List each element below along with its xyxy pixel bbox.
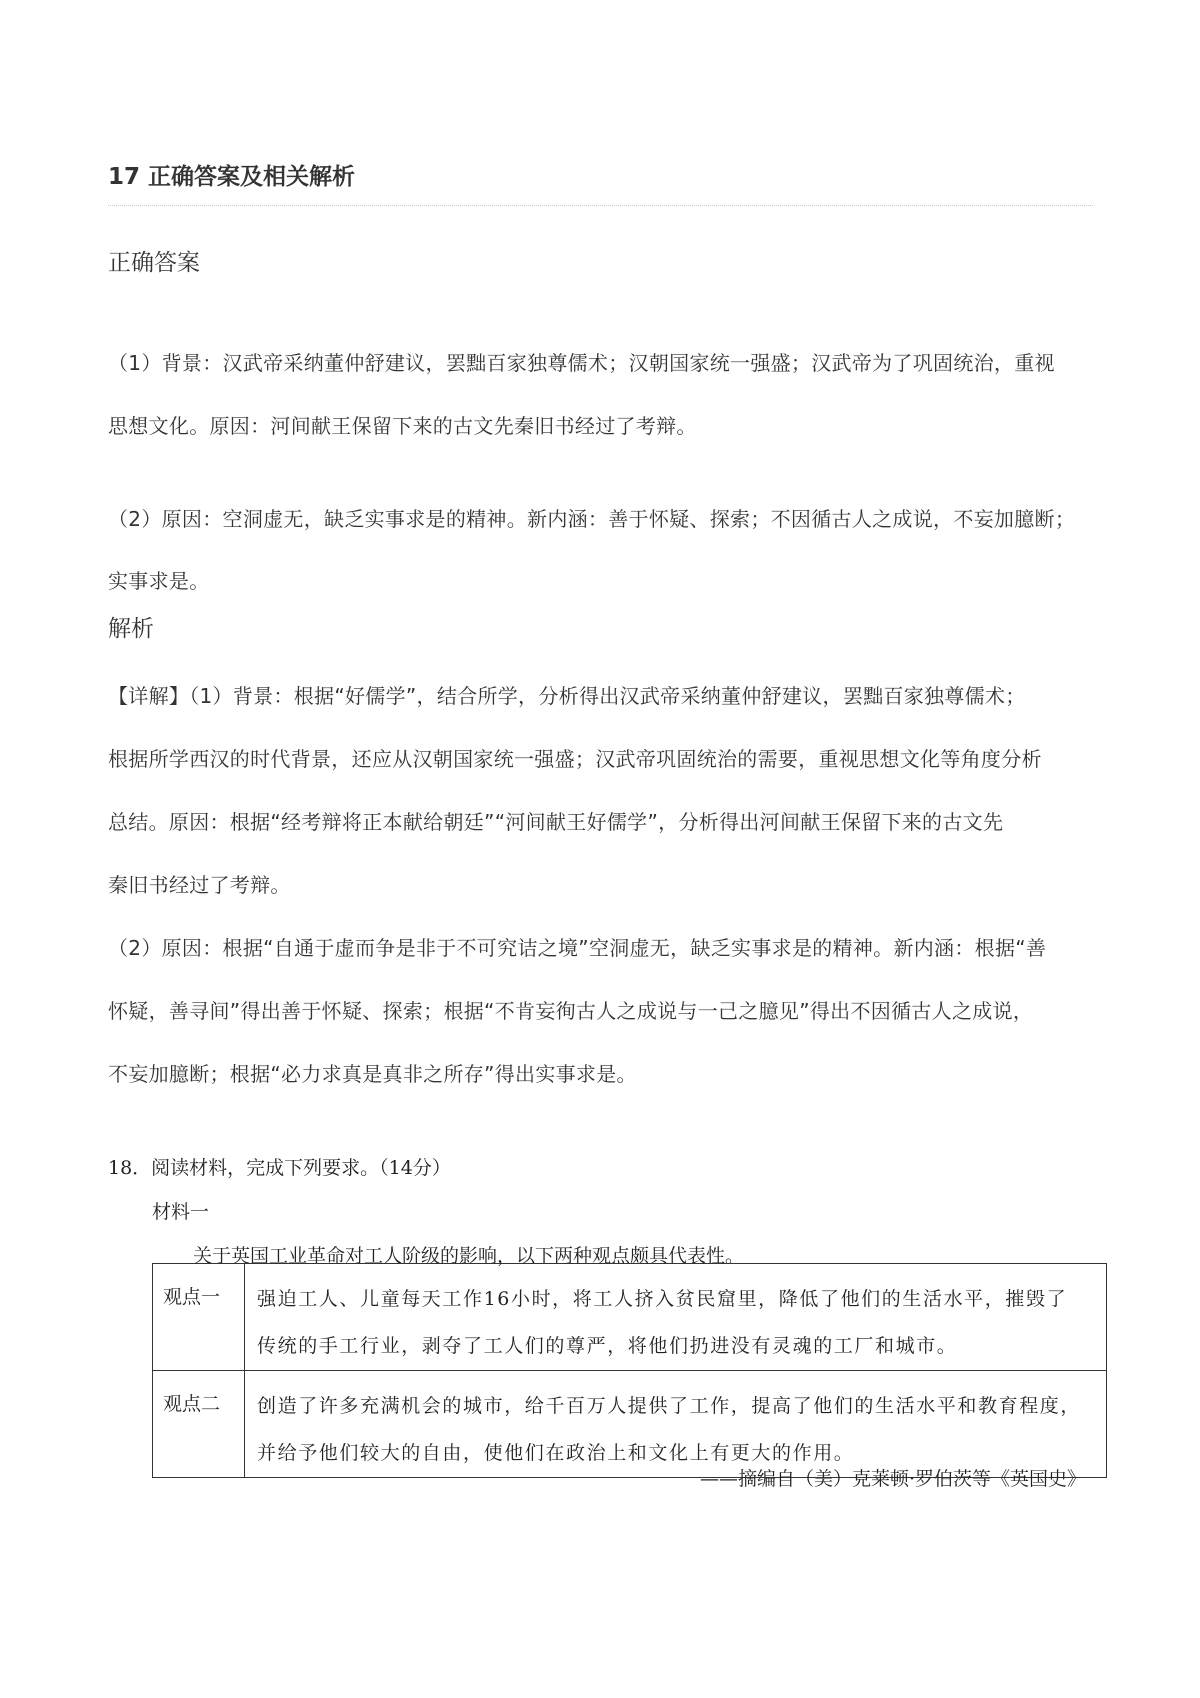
view-label: 观点二	[153, 1371, 245, 1478]
answer-heading: 正确答案	[108, 250, 200, 276]
analysis-line: 怀疑，善寻间”得出善于怀疑、探索；根据“不肯妄徇古人之成说与一己之臆见”得出不因循古人之成说，	[108, 999, 1034, 1023]
analysis-line: 不妄加臆断；根据“必力求真是真非之所存”得出实事求是。	[108, 1062, 637, 1086]
table-row	[153, 1371, 1107, 1478]
answer-line: 思想文化。原因：河间献王保留下来的古文先秦旧书经过了考辩。	[108, 414, 697, 438]
viewpoints-table	[152, 1263, 1107, 1478]
view-text	[245, 1371, 1107, 1478]
answer-line: （1）背景：汉武帝采纳董仲舒建议，罢黜百家独尊儒术；汉朝国家统一强盛；汉武帝为了巩固统治，重视	[108, 351, 1055, 375]
material-label: 材料一	[152, 1201, 210, 1223]
analysis-line: 秦旧书经过了考辩。	[108, 873, 291, 897]
view-text-line: 强迫工人、儿童每天工作16小时，将工人挤入贫民窟里，降低了他们的生活水平，摧毁了	[257, 1288, 1068, 1310]
analysis-line: 根据所学西汉的时代背景，还应从汉朝国家统一强盛；汉武帝巩固统治的需要，重视思想文化等角度分析	[108, 747, 1042, 771]
view-text-line: 传统的手工行业，剥夺了工人们的尊严，将他们扔进没有灵魂的工厂和城市。	[257, 1335, 958, 1357]
material-intro: 关于英国工业革命对工人阶级的影响，以下两种观点颇具代表性。	[193, 1245, 745, 1267]
view-text-line: 创造了许多充满机会的城市，给千百万人提供了工作，提高了他们的生活水平和教育程度，	[257, 1395, 1082, 1417]
q17-title: 17 正确答案及相关解析	[108, 164, 356, 190]
view-text	[245, 1264, 1107, 1371]
answer-line: 实事求是。	[108, 569, 210, 593]
analysis-line: （2）原因：根据“自通于虚而争是非于不可究诘之境”空洞虚无，缺乏实事求是的精神。新内涵：根据“善	[108, 936, 1047, 960]
view-text-line: 并给予他们较大的自由，使他们在政治上和文化上有更大的作用。	[257, 1442, 855, 1464]
table-row	[153, 1264, 1107, 1371]
answer-line: （2）原因：空洞虚无，缺乏实事求是的精神。新内涵：善于怀疑、探索；不因循古人之成说，不妄加臆断；	[108, 507, 1076, 531]
view-label: 观点一	[153, 1264, 245, 1371]
analysis-heading: 解析	[108, 616, 154, 642]
analysis-line: 总结。原因：根据“经考辩将正本献给朝廷”“河间献王好儒学”，分析得出河间献王保留下来的古文先	[108, 810, 1004, 834]
source-citation: ——摘编自（美）克莱顿·罗伯茨等《英国史》	[700, 1468, 1087, 1490]
title-divider	[108, 205, 1093, 206]
q18-stem: 18．阅读材料，完成下列要求。（14分）	[108, 1157, 451, 1179]
analysis-line: 【详解】（1）背景：根据“好儒学”，结合所学，分析得出汉武帝采纳董仲舒建议，罢黜百家独尊儒术；	[108, 684, 1026, 708]
